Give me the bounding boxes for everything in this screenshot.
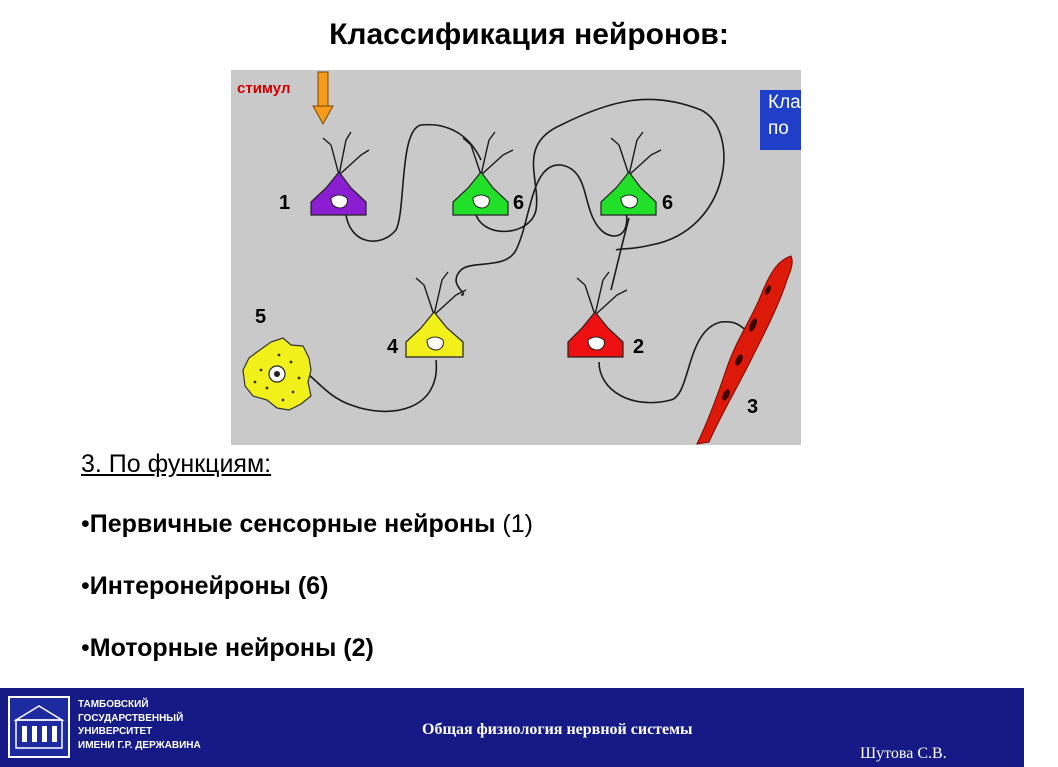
neuron-classification-diagram (231, 70, 801, 445)
stimulus-arrow (313, 72, 333, 124)
neuron-label-1: 1 (279, 192, 291, 214)
axon-6b-to-2 (611, 218, 629, 290)
footer-bar (0, 688, 1024, 767)
section-heading: 3. По функциям: (81, 450, 272, 478)
neuron-label-6a: 6 (513, 192, 525, 214)
slide-title: Классификация нейронов: (329, 18, 729, 51)
dendrites-1 (323, 132, 369, 175)
dendrites-2 (577, 272, 627, 315)
axon-1-to-6a (346, 125, 481, 241)
neuron-body-6b (601, 172, 656, 215)
neuron-label-4: 4 (387, 336, 399, 358)
dendrites-4 (416, 272, 466, 315)
author-name: Шутова С.В. (860, 745, 947, 762)
bullet-sensory: •Первичные сенсорные нейроны (1) (81, 510, 533, 538)
axon-4-to-5 (309, 360, 436, 411)
neuron-body-1 (311, 172, 366, 215)
university-name: ТАМБОВСКИЙ ГОСУДАРСТВЕННЫЙ УНИВЕРСИТЕТ ИМЕНИ Г.Р. ДЕРЖАВИНА (78, 699, 201, 751)
stimulus-label: стимул (237, 80, 291, 97)
neuron-body-6a (453, 172, 508, 215)
course-title: Общая физиология нервной системы (422, 721, 693, 738)
neuron-label-6b: 6 (662, 192, 674, 214)
neuron-network-drawing (231, 70, 801, 445)
cell-label-5: 5 (255, 306, 267, 328)
muscle-label-3: 3 (747, 396, 759, 418)
bullet-interneurons: •Интеронейроны (6) (81, 572, 329, 600)
muscle-fiber-3 (697, 256, 792, 444)
cropped-blue-label: Кла по (760, 90, 801, 150)
axon-6a-to-6b (476, 99, 724, 250)
receptor-cell-5 (243, 338, 311, 410)
dendrites-6b (611, 132, 661, 175)
bullet-motor: •Моторные нейроны (2) (81, 634, 374, 662)
university-logo-icon (8, 696, 70, 758)
neuron-label-2: 2 (633, 336, 645, 358)
dendrites-6a (463, 132, 513, 175)
